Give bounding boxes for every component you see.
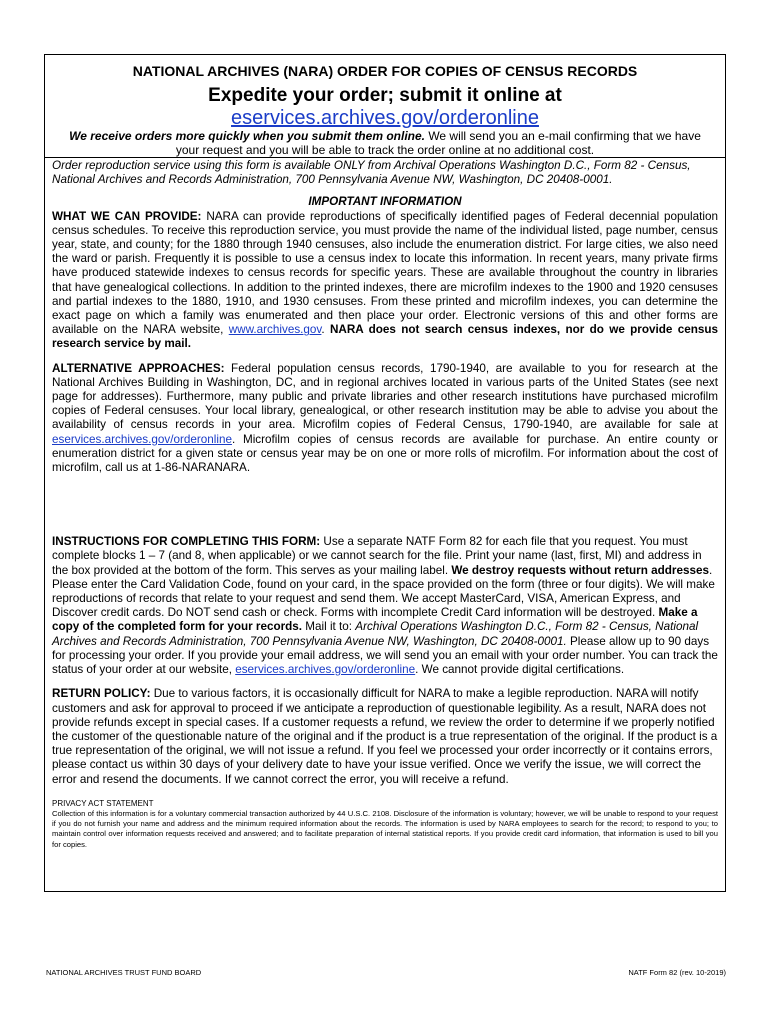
instructions-text-5: . We cannot provide digital certifications. (415, 663, 625, 677)
form-body (52, 159, 718, 850)
provide-after-link: . (321, 323, 330, 337)
important-heading: IMPORTANT INFORMATION (308, 195, 462, 209)
instructions-section (52, 535, 718, 677)
instructions-text-4: Please allow up to 90 days for processing your order. If you provide your email address, we will send you an email with your order number. You can track the status of your order at our website, (52, 634, 718, 677)
footer-form-number: NATF Form 82 (rev. 10-2019) (628, 968, 726, 977)
privacy-statement (52, 799, 718, 850)
return-policy-section (52, 687, 718, 786)
provide-label: WHAT WE CAN PROVIDE: (52, 209, 202, 223)
instructions-bold-2: Make a copy of the completed form for your records. (52, 606, 698, 634)
return-policy-label: RETURN POLICY: (52, 687, 151, 701)
order-online-link[interactable]: eservices.archives.gov/orderonline (231, 107, 539, 129)
alternative-section (52, 362, 718, 476)
provide-bold-end: NARA does not search census indexes, nor do we provide census research service by mail. (52, 323, 718, 351)
receive-note (57, 129, 713, 157)
provide-text: NARA can provide reproductions of specifically identified pages of Federal decennial population census schedules. To receive this reproduction service, you must provide the name of the individual listed, page number, census year, state, and county; for the 1880 through 1940 censuses, also include the enumeration district. For large cities, we also need the ward or parish. Frequently it is possible to use a census index to locate this information. In recent years, many private firms have produced statewide indexes to census records for specific years. These are available throughout the country in libraries that have genealogical collections. In addition to the printed indexes, there are microfilm indexes to the 1900 and 1920 censuses and partial indexes to the 1880, 1910, and 1930 censuses. From these printed and microfilm indexes, you can determine the exact page on which a family was enumerated and then place your order. Electronic versions of this and other forms are available on the NARA website, (52, 209, 718, 337)
return-policy-text: Due to various factors, it is occasionally difficult for NARA to make a legible reproduction. NARA will notify customers and ask for approval to proceed if we anticipate a reproduction of questionable legibility. As a result, NARA does not provide refunds except in special cases. If a customer requests a refund, we review the order to determine if we properly notified the customer of the questionable nature of the original and if the product is a true representation of the original. If the product is a true representation of the original, we will not issue a refund. If you feel we processed your order incorrectly or it contains errors, please contact us within 30 days of your delivery date to have your issue verified. Once we verify the issue, we will correct the error and resend the documents. If we cannot correct the error, you will receive a refund. (52, 687, 718, 786)
instructions-text-2: . Please enter the Card Validation Code, found on your card, in the space provided on the form (three or four digits). We will make reproductions of records that relate to your request and send them. We accept MasterCard, VISA, American Express, and Discover credit cards. Do NOT send cash or check. Forms with incomplete Credit Card information will be destroyed. (52, 563, 715, 620)
availability-note: Order reproduction service using this form is available ONLY from Archival Operations Washington D.C., Form 82 - Census, National Archives and Records Administration, 700 Pennsylvania Avenue NW, Washington, DC 20408-0001. (52, 159, 691, 187)
expedite-heading: Expedite your order; submit it online at (208, 85, 562, 106)
archives-website-link[interactable]: www.archives.gov (228, 323, 322, 337)
instructions-bold-1: We destroy requests without return addresses (451, 563, 709, 577)
privacy-text: Collection of this information is for a voluntary commercial transaction authorized by 44 U.S.C. 2108. Disclosure of the information is voluntary; however, we will be unable to respond to your request if you do not furnish your name and address and the minimum required information about the records. The information is used by NARA employees to search for the record; to respond to you; to maintain control over information requests received and answered; and to facilitate preparation of internal statistical reports. If you provide credit card information, that information is used to bill you for copies. (52, 808, 718, 849)
alternative-after-link: . Microfilm copies of census records are available for purchase. An entire county or enumeration district for a given state or census year may be on one or more rolls of microfilm. For information about the cost of microfilm, call us at 1-86-NARANARA. (52, 432, 718, 475)
instructions-text-3: Mail it to: (302, 620, 356, 634)
instructions-label: INSTRUCTIONS FOR COMPLETING THIS FORM: (52, 535, 321, 549)
receive-note-text: We will send you an e-mail confirming that we have your request and you will be able to track the order online at no additional cost. (175, 129, 701, 157)
alternative-text: Federal population census records, 1790-1940, are available to you for research at the National Archives Building in Washington, DC, and in regional archives located in various parts of the United States (see next page for addresses). Furthermore, many public and private libraries and other research institutions have purchased microfilm copies of Federal censuses. Your local library, genealogical, or other research institution may be able to advise you about the availability of census records in your area. Microfilm copies of Federal Census, 1790-1940, are available for sale at (52, 361, 718, 432)
footer-board: NATIONAL ARCHIVES TRUST FUND BOARD (46, 968, 202, 977)
provide-section (52, 210, 718, 352)
alternative-label: ALTERNATIVE APPROACHES: (52, 361, 225, 375)
instructions-text-1: Use a separate NATF Form 82 for each file that you request. You must complete blocks 1 – 7 (and 8, when applicable) or we cannot search for the file. Print your name (last, first, MI) and address in the box provided at the bottom of the form. This serves as your mailing label. (52, 535, 702, 577)
alternative-order-link[interactable]: eservices.archives.gov/orderonline (52, 432, 232, 446)
instructions-order-link[interactable]: eservices.archives.gov/orderonline (235, 663, 416, 677)
privacy-heading: PRIVACY ACT STATEMENT (52, 798, 154, 808)
form-title: NATIONAL ARCHIVES (NARA) ORDER FOR COPIES OF CENSUS RECORDS (132, 63, 638, 79)
receive-note-bold: We receive orders more quickly when you submit them online. (69, 129, 425, 143)
form-frame (44, 54, 726, 892)
mailing-address: Archival Operations Washington D.C., Form 82 - Census, National Archives and Records Administration, 700 Pennsylvania Avenue NW, Washington, DC 20408-0001. (52, 620, 699, 648)
form-header (45, 55, 725, 158)
